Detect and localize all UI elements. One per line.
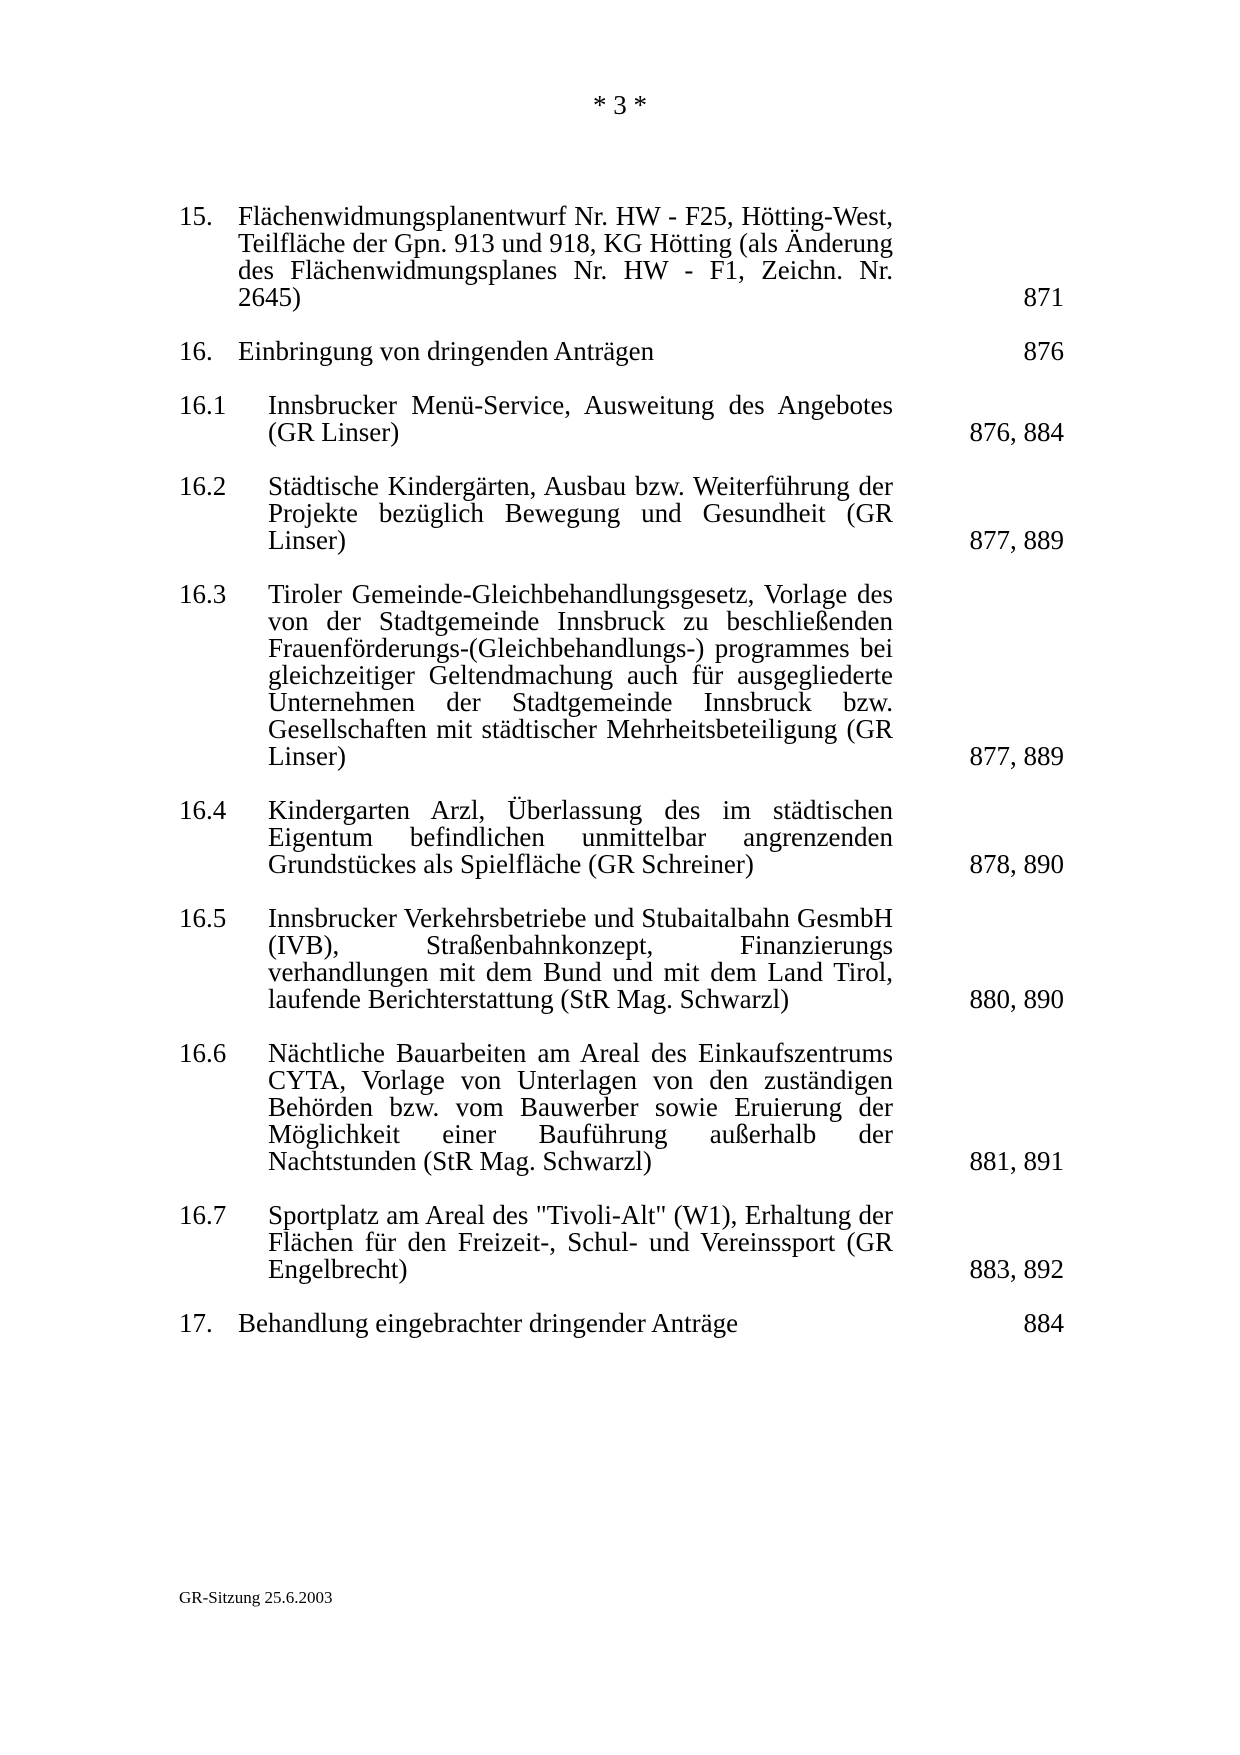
entry-pages: 878, 890 bbox=[969, 849, 1064, 879]
entry-text: Einbringung von dringenden Anträgen bbox=[238, 336, 655, 366]
entry-text: Städtische Kindergärten, Ausbau bzw. Weiterführung der Projekte bezüglich Bewegung und Gesundheit (GR Linser) bbox=[268, 471, 893, 555]
entry-number: 16.6 bbox=[179, 1038, 227, 1068]
entry-number: 16.7 bbox=[179, 1200, 227, 1230]
entry-text: Kindergarten Arzl, Überlassung des im städtischen Eigentum befindlichen unmittelbar angrenzenden Grundstückes als Spielfläche (GR Schreiner) bbox=[268, 795, 893, 879]
entry-pages: 877, 889 bbox=[969, 741, 1064, 771]
entry-pages: 881, 891 bbox=[969, 1146, 1064, 1176]
entry-number: 17. bbox=[179, 1308, 213, 1338]
entry-pages: 877, 889 bbox=[969, 525, 1064, 555]
entry-pages: 876, 884 bbox=[969, 417, 1064, 447]
toc-entry-16 bbox=[0, 338, 1240, 365]
entry-text: Behandlung eingebrachter dringender Anträge bbox=[238, 1308, 739, 1338]
toc-entry-16-7 bbox=[0, 1202, 1240, 1283]
entry-pages: 884 bbox=[1023, 1308, 1064, 1338]
toc-entry-16-6 bbox=[0, 1040, 1240, 1175]
entry-number: 16. bbox=[179, 336, 213, 366]
toc-entry-15 bbox=[0, 203, 1240, 311]
entry-number: 15. bbox=[179, 201, 213, 231]
page-number: * 3 * bbox=[593, 90, 647, 120]
toc-entry-16-3 bbox=[0, 581, 1240, 770]
entry-text: Sportplatz am Areal des "Tivoli-Alt" (W1), Erhaltung der Flächen für den Freizeit-, Schul- und Vereinssport (GR Engelbrecht) bbox=[268, 1200, 893, 1284]
entry-number: 16.5 bbox=[179, 903, 227, 933]
table-of-contents bbox=[0, 203, 1240, 1337]
entry-number: 16.1 bbox=[179, 390, 227, 420]
entry-number: 16.2 bbox=[179, 471, 227, 501]
entry-pages: 871 bbox=[1023, 282, 1064, 312]
toc-entry-16-2 bbox=[0, 473, 1240, 554]
entry-number: 16.3 bbox=[179, 579, 227, 609]
toc-entry-16-1 bbox=[0, 392, 1240, 446]
footer-session-date: GR-Sitzung 25.6.2003 bbox=[179, 1588, 333, 1607]
entry-text: Nächtliche Bauarbeiten am Areal des Einkaufszentrums CYTA, Vorlage von Unterlagen von den zuständigen Behörden bzw. vom Bauwerber sowie Eruierung der Möglichkeit einer Bauführung außerhalb der Nachtstunden (StR Mag. Schwarzl) bbox=[268, 1038, 893, 1176]
entry-pages: 880, 890 bbox=[969, 984, 1064, 1014]
entry-text: Innsbrucker Menü-Service, Ausweitung des Angebotes (GR Linser) bbox=[268, 390, 893, 447]
toc-entry-16-5 bbox=[0, 905, 1240, 1013]
entry-pages: 883, 892 bbox=[969, 1254, 1064, 1284]
entry-number: 16.4 bbox=[179, 795, 227, 825]
entry-text: Innsbrucker Verkehrsbetriebe und Stubaitalbahn GesmbH (IVB), Straßenbahnkonzept, Finanzierungs verhandlungen mit dem Bund und mit dem Land Tirol, laufende Berichterstattung (StR Mag. Schwarzl) bbox=[268, 903, 893, 1014]
toc-entry-16-4 bbox=[0, 797, 1240, 878]
entry-pages: 876 bbox=[1023, 336, 1064, 366]
toc-entry-17 bbox=[0, 1310, 1240, 1337]
entry-text: Flächenwidmungsplanentwurf Nr. HW - F25, Hötting-West, Teilfläche der Gpn. 913 und 918, KG Hötting (als Änderung des Flächenwidmungsplanes Nr. HW - F1, Zeichn. Nr. 2645) bbox=[238, 201, 893, 312]
entry-text: Tiroler Gemeinde-Gleichbehandlungsgesetz, Vorlage des von der Stadtgemeinde Innsbruck zu beschließenden Frauenförderungs-(Gleichbehandlungs-) programmes bei gleichzeitiger Geltendmachung auch für ausgegliederte Unternehmen der Stadtgemeinde Innsbruck bzw. Gesellschaften mit städtischer Mehrheitsbeteiligung (GR Linser) bbox=[268, 579, 893, 771]
